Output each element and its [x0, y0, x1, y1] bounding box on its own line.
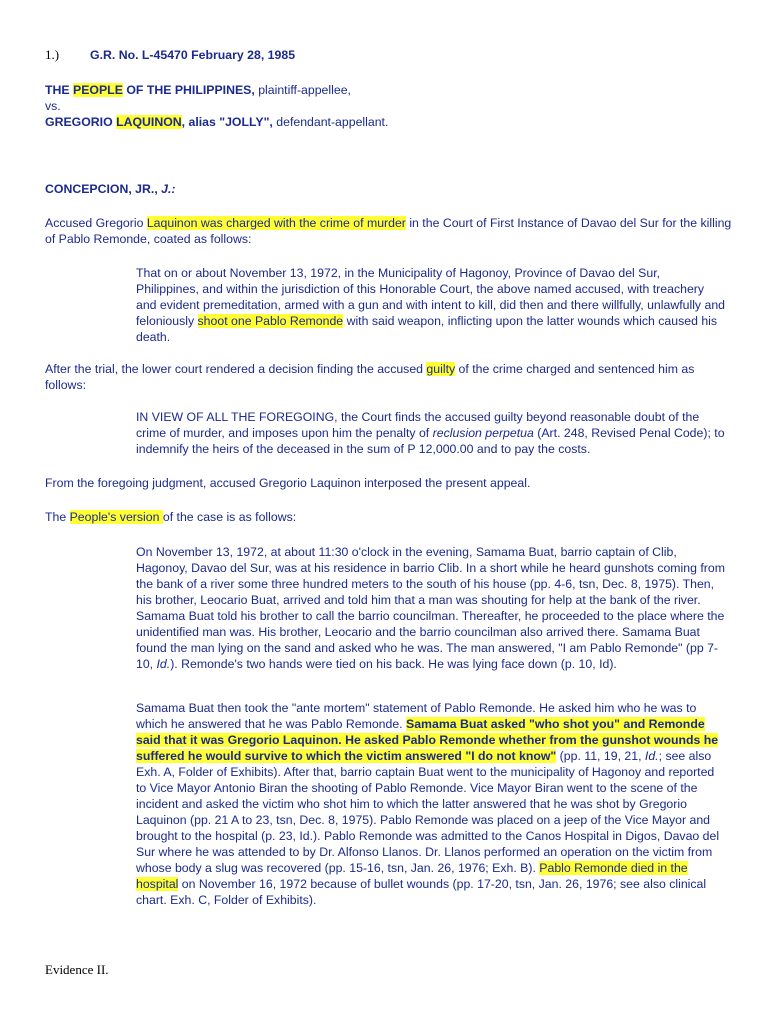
party-defendant: GREGORIO LAQUINON, alias "JOLLY", defendant-appellant. [45, 115, 389, 129]
highlight: Pablo Remonde died in the hospital [136, 861, 688, 891]
paragraph-appeal: From the foregoing judgment, accused Gregorio Laquinon interposed the present appeal. [45, 476, 531, 490]
quote-information: That on or about November 13, 1972, in the Municipality of Hagonoy, Province of Davao del Sur, Philippines, and within the jurisdiction of this Honorable Court, the above named accused, with treachery and evident premeditation, armed with a gun and with intent to kill, did then and there willfully, unlawfully and feloniously shoot one Pablo Remonde with said weapon, inflicting upon the latter wounds which caused his death. [136, 266, 726, 344]
highlight: Samama Buat asked "who shot you" and Remonde said that it was Gregorio Laquinon. He asked Pablo Remonde whether from the gunshot wounds he suffered he would survive to which the victim answered "I do not know" [136, 717, 719, 763]
footer-label: Evidence II. [45, 962, 109, 977]
highlight: guilty [426, 362, 456, 376]
quote-facts-1: On November 13, 1972, at about 11:30 o'clock in the evening, Samama Buat, barrio captain of Clib, Hagonoy, Davao del Sur, was at his residence in barrio Clib. In a short while he heard gunshots coming from the bank of a river some three hundred meters to the south of his house (pp. 4-6, tsn, Dec. 8, 1975). Then, his brother, Leocario Buat, arrived and told him that a man was shouting for help at the bank of the river. Samama Buat told his brother to call the barrio councilman. Thereafter, he proceeded to the place where the unidentified man was. His brother, Leocario and the barrio councilman also arrived there. Samama Buat found the man lying on the sand and asked who he was. The man answered, "I am Pablo Remonde" (pp 7-10, Id.). Remonde's two hands were tied on his back. He was lying face down (p. 10, Id). [136, 545, 725, 671]
party-plaintiff: THE PEOPLE OF THE PHILIPPINES, plaintiff-appellee, [45, 83, 351, 97]
paragraph-decision: After the trial, the lower court rendered a decision finding the accused guilty of the crime charged and sentenced him as follows: [45, 362, 695, 392]
highlight: Laquinon was charged with the crime of murder [146, 216, 406, 230]
highlight: LAQUINON [116, 115, 182, 129]
quote-dispositive: IN VIEW OF ALL THE FOREGOING, the Court finds the accused guilty beyond reasonable doubt of the crime of murder, and imposes upon him the penalty of reclusion perpetua (Art. 248, Revised Penal Code); to indemnify the heirs of the deceased in the sum of P 12,000.00 and to pay the costs. [136, 410, 725, 456]
paragraph-charge: Accused Gregorio Laquinon was charged with the crime of murder in the Court of First Instance of Davao del Sur for the killing of Pablo Remonde, coated as follows: [45, 216, 732, 246]
highlight: shoot one Pablo Remonde [197, 314, 344, 328]
item-number: 1.) [45, 47, 60, 62]
highlight: PEOPLE [73, 83, 123, 97]
ponente: CONCEPCION, JR., J.: [45, 182, 176, 196]
quote-facts-2: Samama Buat then took the "ante mortem" statement of Pablo Remonde. He asked him who he was to which he answered that he was Pablo Remonde. Samama Buat asked "who shot you" and Remonde said that it was Gregorio Laquinon. He asked Pablo Remonde whether from the gunshot wounds he suffered he would survive to which the victim answered "I do not know" (pp. 11, 19, 21, Id.; see also Exh. A, Folder of Exhibits). After that, barrio captain Buat went to the municipality of Hagonoy and reported to Vice Mayor Antonio Biran the shooting of Pablo Remonde. Vice Mayor Biran went to the scene of the incident and asked the victim who shot him to which the latter answered that he was shot by Gregorio Laquinon (pp. 21 A to 23, tsn, Dec. 8, 1975). Pablo Remonde was placed on a jeep of the Vice Mayor and brought to the hospital (p. 23, Id.). Pablo Remonde was admitted to the Canos Hospital in Digos, Davao del Sur where he was attended to by Dr. Alfonso Llanos. Dr. Llanos performed an operation on the victim from whose body a slug was recovered (pp. 15-16, tsn, Jan. 26, 1976; Exh. B). Pablo Remonde died in the hospital on November 16, 1972 because of bullet wounds (pp. 17-20, tsn, Jan. 26, 1976; see also clinical chart. Exh. C, Folder of Exhibits). [136, 701, 720, 907]
versus-label: vs. [45, 99, 61, 113]
paragraph-peoples-version: The People's version of the case is as follows: [45, 510, 297, 524]
highlight: People's version [69, 510, 163, 524]
case-number: G.R. No. L-45470 February 28, 1985 [90, 48, 296, 62]
